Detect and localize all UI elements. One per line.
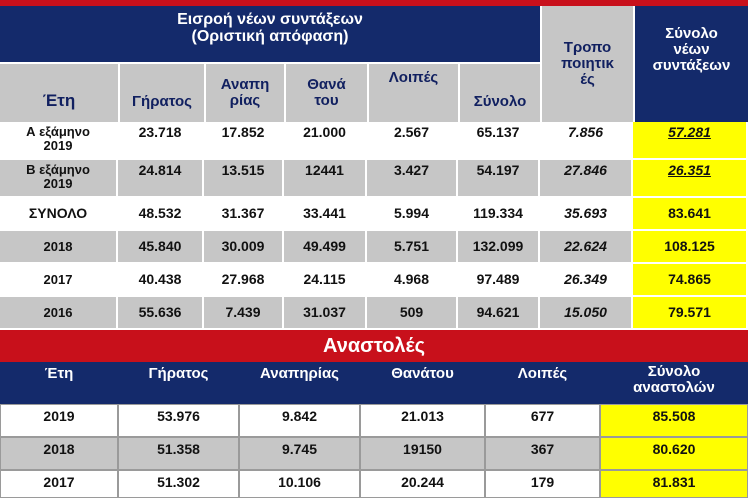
cell-s2-disability: 9.745 <box>239 437 360 470</box>
cell-s1-old_age: 48.532 <box>118 198 204 231</box>
cell-s1-other: 3.427 <box>367 160 458 198</box>
col-header-modified: Τροπο ποιητικ ές <box>540 6 633 122</box>
cell-s1-new_total: 57.281 <box>633 122 748 160</box>
cell-s1-other: 509 <box>367 297 458 330</box>
cell-s1-modified: 35.693 <box>540 198 633 231</box>
col-header2-disability: Αναπηρίας <box>239 362 360 404</box>
cell-s1-disability: 13.515 <box>204 160 284 198</box>
cell-s1-total: 94.621 <box>458 297 540 330</box>
col-header-other: Λοιπές <box>367 62 458 122</box>
cell-s2-death: 19150 <box>360 437 485 470</box>
cell-s1-total: 54.197 <box>458 160 540 198</box>
cell-s2-year: 2019 <box>0 404 118 437</box>
cell-s1-year: Α εξάμηνο 2019 <box>0 122 118 160</box>
cell-s1-death: 31.037 <box>284 297 367 330</box>
cell-s1-other: 4.968 <box>367 264 458 297</box>
cell-s1-year: 2018 <box>0 231 118 264</box>
cell-s1-death: 21.000 <box>284 122 367 160</box>
cell-s2-other: 367 <box>485 437 600 470</box>
cell-s2-other: 179 <box>485 470 600 498</box>
cell-s1-death: 24.115 <box>284 264 367 297</box>
cell-s1-total: 119.334 <box>458 198 540 231</box>
cell-s2-death: 21.013 <box>360 404 485 437</box>
cell-s2-disability: 10.106 <box>239 470 360 498</box>
cell-s1-old_age: 24.814 <box>118 160 204 198</box>
cell-s2-year: 2018 <box>0 437 118 470</box>
cell-s1-modified: 15.050 <box>540 297 633 330</box>
cell-s1-disability: 27.968 <box>204 264 284 297</box>
cell-s1-year: 2017 <box>0 264 118 297</box>
cell-s2-total: 85.508 <box>600 404 748 437</box>
section1-group-title: Εισροή νέων συντάξεων (Οριστική απόφαση) <box>0 6 540 62</box>
cell-s1-disability: 31.367 <box>204 198 284 231</box>
col-header-total: Σύνολο <box>458 62 540 122</box>
cell-s1-other: 2.567 <box>367 122 458 160</box>
cell-s1-old_age: 40.438 <box>118 264 204 297</box>
cell-s1-death: 33.441 <box>284 198 367 231</box>
col-header-new-total: Σύνολο νέων συντάξεων <box>633 6 748 122</box>
col-header2-total: Σύνολο αναστολών <box>600 362 748 404</box>
cell-s1-death: 12441 <box>284 160 367 198</box>
section2-title: Αναστολές <box>323 334 425 357</box>
col-header2-old-age: Γήρατος <box>118 362 239 404</box>
cell-s2-old_age: 53.976 <box>118 404 239 437</box>
cell-s2-total: 80.620 <box>600 437 748 470</box>
col-header-disability: Αναπη ρίας <box>204 62 284 122</box>
cell-s1-total: 132.099 <box>458 231 540 264</box>
cell-s1-old_age: 45.840 <box>118 231 204 264</box>
col-header-death: Θανά του <box>284 62 367 122</box>
cell-s1-new_total: 74.865 <box>633 264 748 297</box>
cell-s1-old_age: 55.636 <box>118 297 204 330</box>
cell-s1-year: Β εξάμηνο 2019 <box>0 160 118 198</box>
cell-s1-new_total: 83.641 <box>633 198 748 231</box>
cell-s1-death: 49.499 <box>284 231 367 264</box>
cell-s1-modified: 26.349 <box>540 264 633 297</box>
cell-s1-total: 97.489 <box>458 264 540 297</box>
col-header2-years: Έτη <box>0 362 118 404</box>
cell-s1-modified: 27.846 <box>540 160 633 198</box>
cell-s2-old_age: 51.302 <box>118 470 239 498</box>
cell-s2-year: 2017 <box>0 470 118 498</box>
cell-s1-new_total: 26.351 <box>633 160 748 198</box>
cell-s1-total: 65.137 <box>458 122 540 160</box>
cell-s2-other: 677 <box>485 404 600 437</box>
cell-s1-modified: 22.624 <box>540 231 633 264</box>
col-header2-other: Λοιπές <box>485 362 600 404</box>
cell-s1-other: 5.994 <box>367 198 458 231</box>
cell-s1-disability: 30.009 <box>204 231 284 264</box>
cell-s1-modified: 7.856 <box>540 122 633 160</box>
cell-s2-total: 81.831 <box>600 470 748 498</box>
col-header2-death: Θανάτου <box>360 362 485 404</box>
cell-s1-disability: 7.439 <box>204 297 284 330</box>
col-header-old-age: Γήρατος <box>118 62 204 122</box>
cell-s1-new_total: 79.571 <box>633 297 748 330</box>
cell-s1-year: ΣΥΝΟΛΟ <box>0 198 118 231</box>
cell-s1-new_total: 108.125 <box>633 231 748 264</box>
cell-s1-disability: 17.852 <box>204 122 284 160</box>
cell-s2-death: 20.244 <box>360 470 485 498</box>
cell-s1-old_age: 23.718 <box>118 122 204 160</box>
col-header-years: Έτη <box>0 62 118 122</box>
cell-s1-year: 2016 <box>0 297 118 330</box>
cell-s2-disability: 9.842 <box>239 404 360 437</box>
cell-s1-other: 5.751 <box>367 231 458 264</box>
cell-s2-old_age: 51.358 <box>118 437 239 470</box>
